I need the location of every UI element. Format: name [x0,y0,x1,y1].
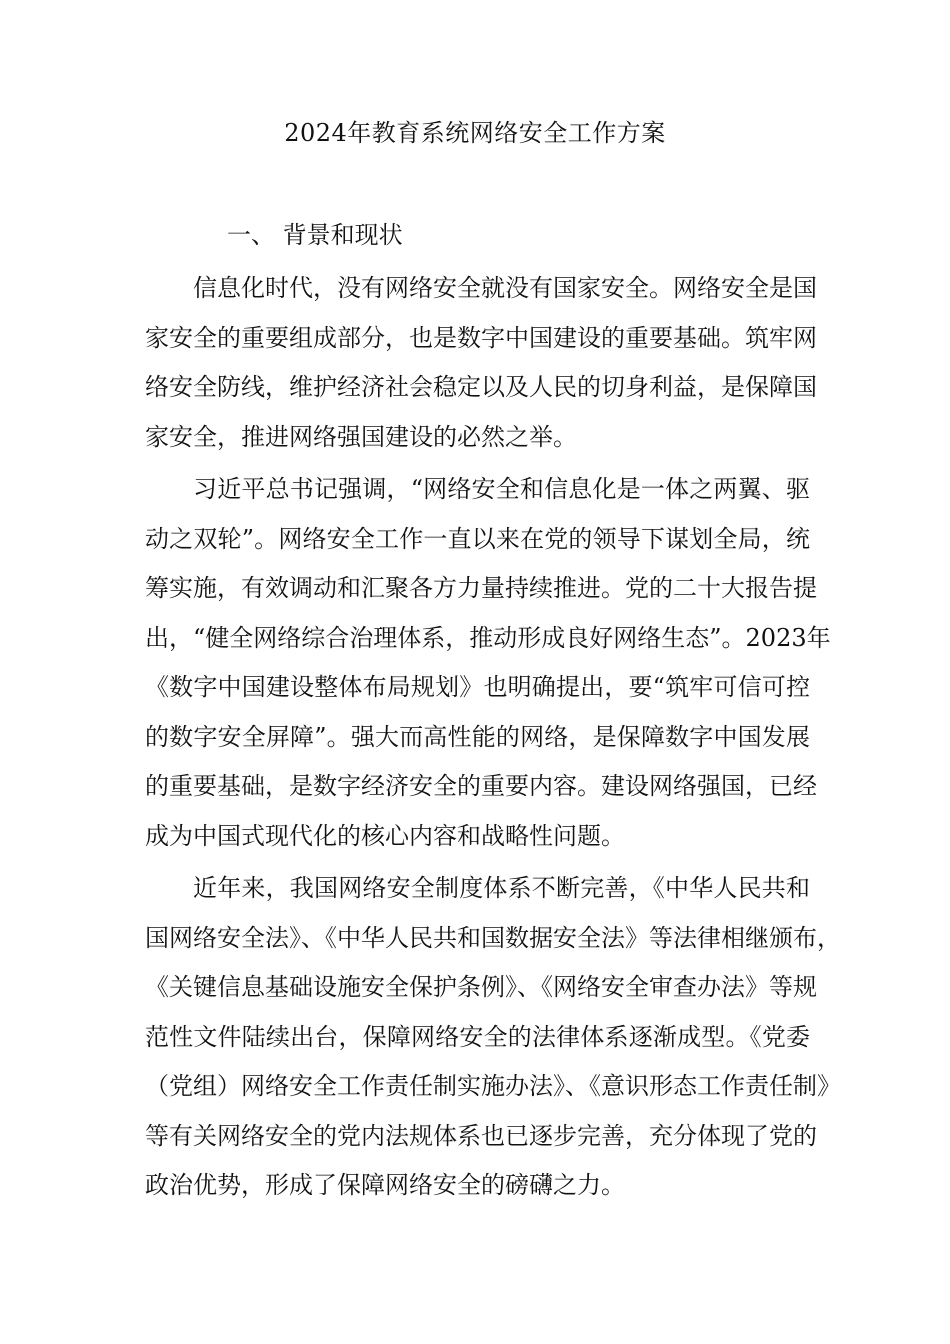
paragraph-background [145,264,817,462]
paragraph-line: 《数字中国建设整体布局规划》也明确提出，要“筑牢可信可控 [145,673,810,701]
paragraph-line: 的数字安全屏障”。强大而高性能的网络，是保障数字中国发展 [145,722,810,751]
paragraph-line: 习近平总书记强调，“网络安全和信息化是一体之两翼、驱 [193,475,810,503]
paragraph-legal-system [145,864,841,1211]
paragraph-line: 政治优势，形成了保障网络安全的磅礴之力。 [145,1171,625,1199]
paragraph-line: 家安全，推进网络强国建设的必然之举。 [145,422,577,451]
paragraph-line: 国网络安全法》、《中华人民共和国数据安全法》等法律相继颁布， [145,923,841,952]
paragraph-line: 范性文件陆续出台，保障网络安全的法律体系逐渐成型。《党委 [145,1022,810,1051]
paragraph-line: 成为中国式现代化的核心内容和战略性问题。 [145,821,625,850]
section-heading: 一、 背景和现状 [227,221,403,249]
body-text [145,264,841,1214]
paragraph-line: 等有关网络安全的党内法规体系也已逐步完善，充分体现了党的 [145,1121,817,1150]
paragraph-line: 出，“健全网络综合治理体系，推动形成良好网络生态”。2023年 [145,623,831,652]
document-title: 2024年教育系统网络安全工作方案 [284,119,666,147]
paragraph-line: 家安全的重要组成部分，也是数字中国建设的重要基础。筑牢网 [145,323,817,352]
paragraph-leadership [145,465,831,861]
paragraph-line: 筹实施，有效调动和汇聚各方力量持续推进。党的二十大报告提 [145,574,817,602]
paragraph-line: 《关键信息基础设施安全保护条例》、《网络安全审查办法》等规 [145,973,817,1001]
paragraph-line: 的重要基础，是数字经济安全的重要内容。建设网络强国，已经 [145,772,817,800]
paragraph-line: （党组）网络安全工作责任制实施办法》、《意识形态工作责任制》 [145,1072,841,1100]
paragraph-line: 信息化时代，没有网络安全就没有国家安全。网络安全是国 [193,274,817,302]
paragraph-line: 动之双轮”。网络安全工作一直以来在党的领导下谋划全局，统 [145,524,810,553]
paragraph-line: 络安全防线，维护经济社会稳定以及人民的切身利益，是保障国 [145,373,817,401]
paragraph-line: 近年来，我国网络安全制度体系不断完善，《中华人民共和 [193,874,810,902]
